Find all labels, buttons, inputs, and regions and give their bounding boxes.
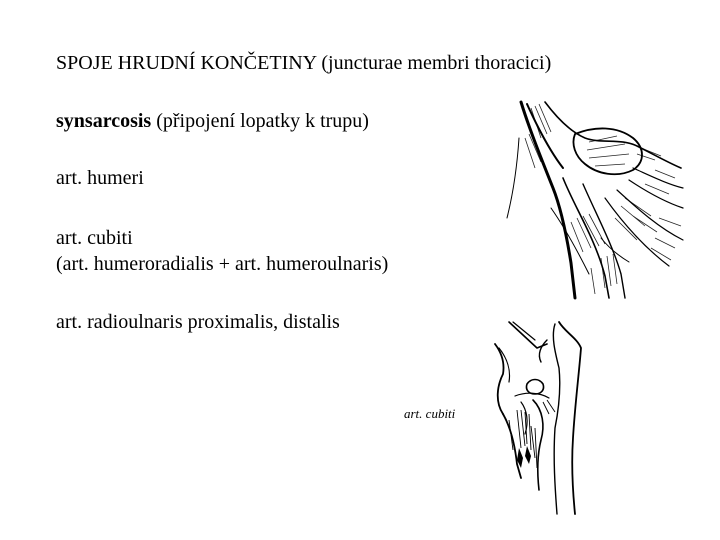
synsarcosis-term: synsarcosis <box>56 110 152 132</box>
elbow-joint-drawing <box>485 318 595 518</box>
art-radioulnaris-line: art. radioulnaris proximalis, distalis <box>56 311 340 333</box>
elbow-caption: art. cubiti <box>404 406 456 421</box>
synsarcosis-line <box>56 109 369 133</box>
art-cubiti-line: art. cubiti <box>56 227 133 249</box>
synsarcosis-description: (připojení lopatky k trupu) <box>151 110 369 132</box>
art-humeri-line: art. humeri <box>56 167 144 189</box>
shoulder-joint-drawing <box>505 98 687 303</box>
art-cubiti-detail-line: (art. humeroradialis + art. humeroulnaris) <box>56 253 389 275</box>
slide-title: SPOJE HRUDNÍ KONČETINY (juncturae membri thoracici) <box>56 52 552 74</box>
